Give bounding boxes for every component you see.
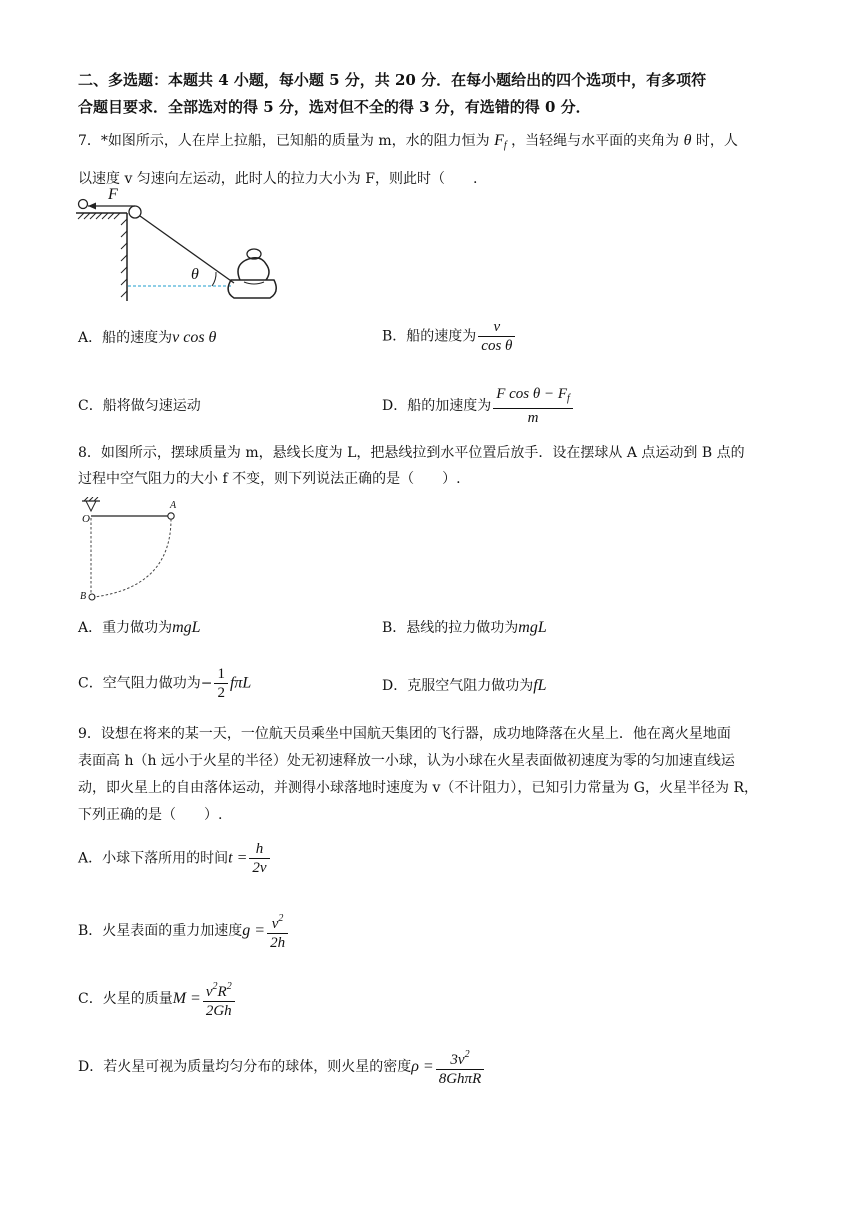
q8-option-c-label: C．空气阻力做功为− (78, 675, 213, 692)
q8-option-b[interactable] (382, 617, 547, 639)
q7-option-a-expr: v cos θ (172, 329, 217, 346)
q8-stem-line1: 8．如图所示，摆球质量为 m，悬线长度为 L，把悬线拉到水平位置后放手．设在摆球从 A 点运动到 B 点的 (78, 445, 745, 461)
q9-option-a-lhs: t = (228, 849, 248, 867)
q9-stem-line2: 表面高 h（h 远小于火星的半径）处无初速释放一小球，认为小球在火星表面做初速度为零的匀加速直线运 (78, 753, 735, 769)
q8-fig-O-label: O (82, 513, 90, 525)
q8-option-a[interactable] (78, 617, 201, 639)
q9-option-d-den: 8GhπR (436, 1069, 485, 1088)
q7-stem-text-b: ，当轻绳与水平面的夹角为 (511, 133, 680, 149)
q8-option-d-label: D．克服空气阻力做功为 (382, 678, 534, 694)
section-heading-line1: 二、多选题：本题共 4 小题，每小题 5 分，共 20 分．在每小题给出的四个选项中，有多项符 (78, 71, 707, 89)
q8-option-d-expr: fL (533, 677, 547, 694)
q7-stem-text-a: 7．*如图所示，人在岸上拉船，已知船的质量为 m，水的阻力恒为 (78, 133, 490, 149)
pulley-icon (129, 206, 141, 218)
q7-stem-line1 (78, 131, 738, 156)
q7-ff-sub: f (503, 140, 507, 151)
q8-stem-line2: 过程中空气阻力的大小 f 不变，则下列说法正确的是（ ）. (78, 471, 461, 487)
q9-option-c-num-r: R (217, 984, 227, 1000)
section-heading-line2: 合题目要求．全部选对的得 5 分，选对但不全的得 3 分，有选错的得 0 分． (78, 98, 591, 116)
q8-fig-A-label: A (170, 500, 177, 511)
q9-option-c-num-v: v (205, 984, 213, 1000)
q9-option-b-label: B．火星表面的重力加速度 (78, 923, 243, 939)
q9-option-d-num-sup: 2 (464, 1049, 470, 1060)
q9-stem-line3: 动，即火星上的自由落体运动，并测得小球落地时速度为 v（不计阻力），已知引力常量为 G，火星半径为 R， (78, 780, 758, 796)
q8-option-c[interactable] (78, 665, 251, 702)
q9-option-c-sup-r: 2 (226, 981, 232, 992)
q7-stem-line2: 以速度 v 匀速向左运动，此时人的拉力大小为 F，则此时（ . (78, 171, 478, 187)
q7-option-b-den: cos θ (478, 336, 515, 355)
q8-option-a-expr: mgL (172, 619, 201, 636)
q9-option-b-lhs: g = (242, 922, 266, 939)
q7-boat-figure (74, 188, 294, 308)
q7-fig-theta-label: θ (191, 266, 199, 283)
q9-option-d-num: 3v (450, 1052, 465, 1068)
q9-stem-line4: 下列正确的是（ ）. (78, 807, 223, 823)
q8-option-b-expr: mgL (518, 619, 547, 636)
ball-a-icon (168, 513, 174, 519)
q7-option-d-den: m (493, 408, 573, 427)
q9-option-c-lhs: M = (172, 990, 201, 1007)
q9-option-a-num: h (255, 841, 264, 857)
q7-fig-F-label: F (108, 186, 118, 203)
q9-option-a-den: 2v (249, 858, 269, 877)
q9-option-d[interactable] (78, 1046, 486, 1088)
person-icon (79, 200, 88, 209)
q9-option-a-label: A．小球下落所用的时间 (78, 850, 229, 867)
q8-option-c-num: 1 (217, 666, 225, 682)
q7-option-b-label: B．船的速度为 (382, 328, 477, 345)
q7-ff-symbol (494, 132, 507, 149)
q9-option-c[interactable] (78, 978, 237, 1020)
q7-option-d-num-sub: f (567, 393, 570, 404)
q7-option-a-label: A．船的速度为 (78, 330, 173, 346)
q7-option-d-label: D．船的加速度为 (382, 398, 492, 414)
q9-option-d-lhs: ρ = (411, 1058, 434, 1075)
boat-icon (228, 280, 276, 298)
q8-option-b-label: B．悬线的拉力做功为 (382, 620, 519, 636)
q8-option-c-tail: fπL (229, 674, 252, 692)
q9-option-c-label: C．火星的质量 (78, 991, 173, 1007)
q8-option-c-den: 2 (214, 683, 228, 702)
q7-stem-text-c: 时，人 (695, 133, 738, 149)
q7-option-d-num: F cos θ − F (496, 386, 568, 402)
q9-option-b-num-sup: 2 (278, 913, 284, 924)
q7-option-c[interactable]: C．船将做匀速运动 (78, 398, 201, 414)
q9-option-b-num: v (271, 916, 279, 932)
q7-option-b-num: v (493, 319, 501, 335)
q9-option-c-sup-v: 2 (212, 981, 218, 992)
q9-option-b[interactable] (78, 910, 290, 952)
q9-option-b-den: 2h (267, 933, 288, 952)
q9-stem-line1: 9．设想在将来的某一天，一位航天员乘坐中国航天集团的飞行器，成功地降落在火星上．他在离火星地面 (78, 726, 731, 742)
q8-fig-B-label: B (80, 591, 87, 602)
q8-option-d[interactable] (382, 675, 547, 697)
q7-option-b[interactable] (382, 318, 517, 355)
q7-ff-letter: F (494, 132, 504, 149)
q8-option-a-label: A．重力做功为 (78, 620, 173, 636)
q9-option-d-label: D．若火星可视为质量均匀分布的球体，则火星的密度 (78, 1059, 412, 1075)
q7-theta-symbol: θ (683, 132, 692, 149)
q8-pendulum-figure (78, 497, 188, 605)
q9-option-a[interactable] (78, 840, 272, 877)
q7-option-d[interactable] (382, 385, 575, 427)
q7-option-a[interactable] (78, 327, 216, 349)
q9-option-c-den: 2Gh (203, 1001, 235, 1020)
